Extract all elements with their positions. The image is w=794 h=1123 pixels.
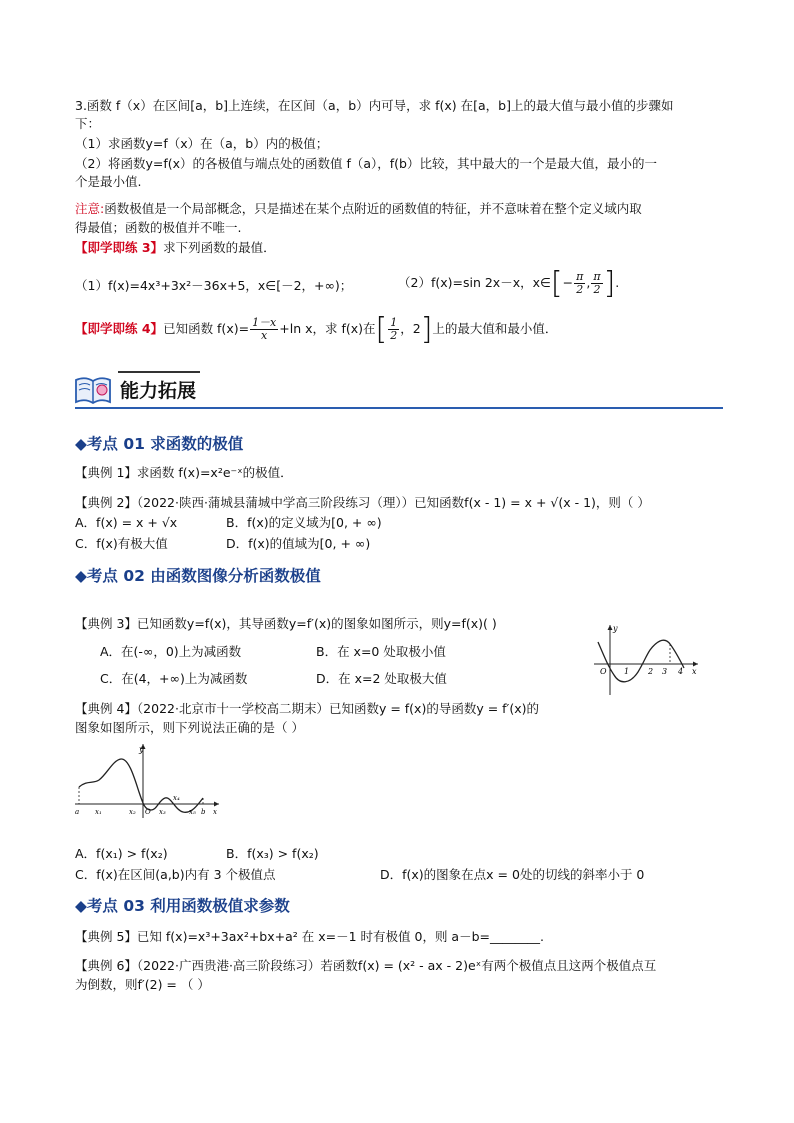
practice3-line [75,239,276,256]
practice3-p2 [398,265,620,301]
p2-hi-num: π [593,270,601,283]
g1-label-4: 4 [678,667,684,676]
practice4-frac-num: 1－x [252,316,277,329]
g2-label-a: a [75,808,80,816]
g1-label-2: 2 [648,667,654,676]
kp1-example2: 【典例 2】（2022·陕西·蒲城县蒲城中学高三阶段练习（理））已知函数f(x - 1) = x + √(x - 1)，则（ ） [75,495,650,510]
g2-label-x2: x₂ [129,808,136,816]
note-text2: 得最值；函数的极值并不唯一. [75,220,242,235]
book-icon [73,372,113,406]
g1-y-arrow-icon [608,625,613,630]
kp3-example6b: 为倒数，则f′(2) = （ ） [75,977,210,992]
left-bracket-icon: [ [550,265,563,301]
p2-comma: , [586,275,591,290]
practice4-int-num: 1 [390,316,398,329]
p2-upper-frac [591,271,602,296]
kp3-example6a: 【典例 6】（2022·广西贵港·高三阶段练习）若函数f(x) = (x² - ax - 2)eˣ有两个极值点且这两个极值点互 [75,958,657,973]
g2-label-x1: x₁ [95,808,102,816]
g1-label-y: y [613,624,618,633]
p2-end: . [615,275,620,290]
note-line1 [75,200,642,217]
practice4-frac [250,317,278,342]
derivative-graph-2 [73,740,223,820]
practice3-text: 求下列函数的最值． [163,240,276,255]
section-title: 能力拓展 [120,380,197,402]
p2-lower-frac [574,271,585,296]
kp3-example5: 【典例 5】已知 f(x)=x³+3ax²+bx+a² 在 x=－1 时有极值 0，则 a－b=________. [75,929,544,944]
kp2-example4b: 图象如图所示，则下列说法正确的是（ ） [75,720,304,735]
g2-label-y: y [139,745,144,754]
g1-label-1: 1 [624,667,630,676]
kp2-option-d: D．在 x=2 处取极大值 [316,671,447,686]
kp2-option4-a: A．f(x₁) > f(x₂) [75,846,168,861]
practice4-t2: +ln x，求 f(x)在 [279,321,376,336]
g2-label-b: b [201,808,206,816]
practice4-t3: 上的最大值和最小值． [432,321,558,336]
right-bracket-icon: ] [420,311,433,347]
g1-label-x: x [692,667,697,676]
kp1-option-b: B．f(x)的定义域为[0, + ∞) [226,515,382,530]
kp2-example4a: 【典例 4】（2022·北京市十一学校高二期末）已知函数y = f(x)的导函数y = f′(x)的 [75,701,540,716]
kp2-option-a: A．在(-∞，0)上为减函数 [100,644,242,659]
kp1-option-c: C．f(x)有极大值 [75,536,168,551]
practice4-tag: 【即学即练 4】 [75,321,164,336]
practice4-int-sep: ，2 [400,321,421,336]
para3-step1: （1）求函数y=f（x）在（a，b）内的极值； [75,136,329,151]
g2-label-x5: x₅ [189,808,196,816]
practice4-int-frac [388,317,399,342]
g1-label-3: 3 [662,667,668,676]
kp1-example1: 【典例 1】求函数 f(x)=x²e⁻ˣ的极值． [75,465,293,480]
kp3-heading: ◆考点 03 利用函数极值求参数 [75,897,290,915]
p2-hi-den: 2 [593,283,601,296]
kp2-option4-c: C．f(x)在区间(a,b)内有 3 个极值点 [75,867,276,882]
p2-lo-num: π [576,270,584,283]
note-label: 注意: [75,201,105,216]
g1-curve [598,640,684,682]
practice3-p2-prefix: （2）f(x)=sin 2x－x，x∈ [398,275,551,290]
minus-sign: − [562,275,574,290]
practice4-int-den: 2 [390,329,398,342]
kp2-option-c: C．在(4，+∞)上为减函数 [100,671,248,686]
g1-label-o: O [600,667,607,676]
g1-x-arrow-icon [693,662,698,667]
g2-label-x: x [213,808,217,816]
g2-label-x3: x₃ [159,808,166,816]
right-bracket-icon: ] [603,265,616,301]
practice3-tag: 【即学即练 3】 [75,240,164,255]
note-text1: 函数极值是一个局部概念，只是描述在某个点附近的函数值的特征，并不意味着在整个定义域内取 [104,201,642,216]
p2-lo-den: 2 [576,283,584,296]
practice4-line [75,313,557,345]
kp2-heading: ◆考点 02 由函数图像分析函数极值 [75,567,321,585]
para3-line2: 下： [75,116,101,131]
left-bracket-icon: [ [375,311,388,347]
section-rule [75,407,723,409]
kp2-option4-b: B．f(x₃) > f(x₂) [226,846,319,861]
practice4-frac-den: x [261,329,268,342]
g2-x-arrow-icon [214,802,219,807]
kp1-option-d: D．f(x)的值域为[0, + ∞) [226,536,371,551]
kp1-heading: ◆考点 01 求函数的极值 [75,435,244,453]
para3-step2a: （2）将函数y=f(x）的各极值与端点处的函数值 f（a），f(b）比较，其中最大的一个是最大值，最小的一 [75,156,657,171]
practice4-t1: 已知函数 f(x)= [163,321,250,336]
kp2-option4-d: D．f(x)的图象在点x = 0处的切线的斜率小于 0 [380,867,645,882]
kp2-example3: 【典例 3】已知函数y=f(x)，其导函数y=f′(x)的图象如图所示，则y=f(x)( ) [75,616,497,631]
kp1-option-a: A．f(x) = x + √x [75,515,178,530]
banner-decoration [118,371,200,373]
g2-label-o: O [145,808,151,816]
para3-step2b: 个是最小值. [75,174,142,189]
para3-line1: 3.函数 f（x）在区间[a，b]上连续，在区间（a，b）内可导，求 f(x) 在[a，b]上的最大值与最小值的步骤如 [75,98,674,113]
g2-label-x4: x₄ [173,794,180,802]
kp2-option-b: B．在 x=0 处取极小值 [316,644,446,659]
derivative-graph-1 [590,622,702,698]
practice3-p1: （1）f(x)=4x³+3x²－36x+5，x∈[－2，+∞)； [75,278,353,293]
